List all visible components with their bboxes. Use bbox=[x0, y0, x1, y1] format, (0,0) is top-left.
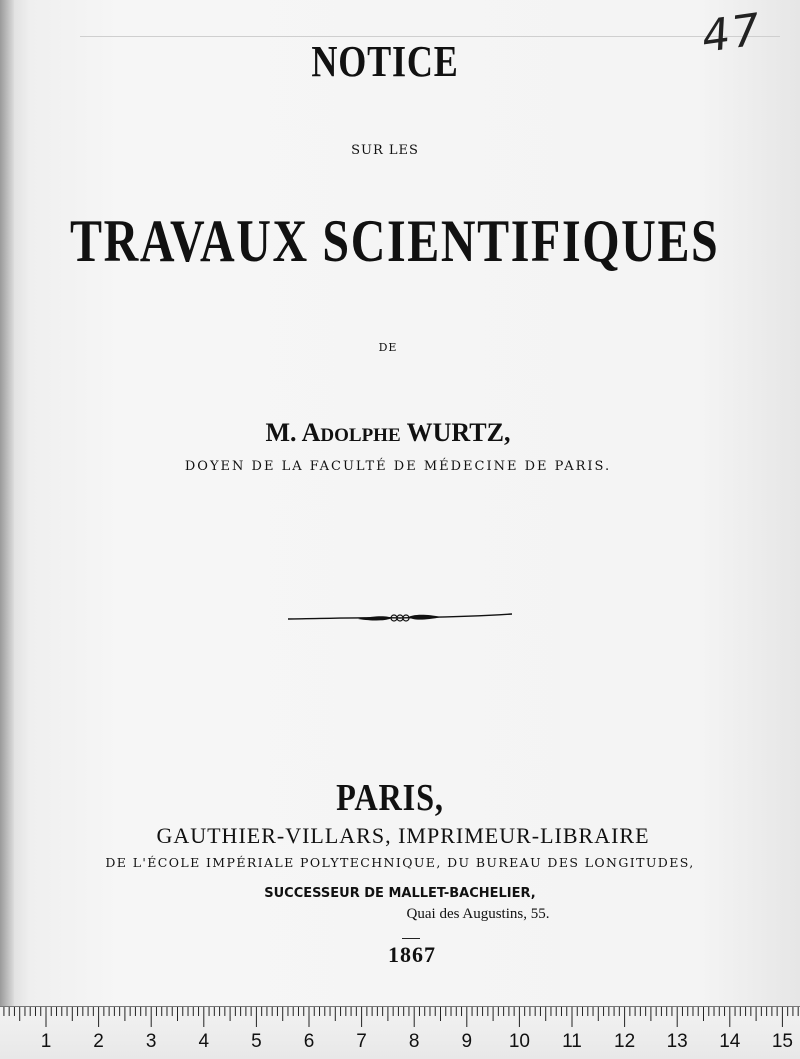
ruler-label: 9 bbox=[461, 1031, 473, 1052]
ruler-label: 5 bbox=[251, 1031, 262, 1052]
measurement-ruler bbox=[0, 1006, 800, 1059]
title-travaux-scientifiques: TRAVAUX SCIENTIFIQUES bbox=[70, 208, 720, 274]
ruler-label: 10 bbox=[508, 1031, 530, 1052]
imprint-institutions: DE L'ÉCOLE IMPÉRIALE POLYTECHNIQUE, DU BUREAU DES LONGITUDES, bbox=[105, 855, 695, 870]
author-name bbox=[0, 418, 788, 448]
ruler-label: 11 bbox=[562, 1031, 582, 1052]
show-through-text bbox=[335, 100, 348, 145]
title-sur-les: SUR LES bbox=[351, 143, 419, 158]
imprint-city: PARIS, bbox=[336, 777, 444, 819]
imprint-publisher: GAUTHIER-VILLARS, IMPRIMEUR-LIBRAIRE bbox=[156, 823, 650, 848]
author-prefix: M. A bbox=[265, 418, 321, 447]
byline-de: DE bbox=[378, 341, 398, 354]
author-title: DOYEN DE LA FACULTÉ DE MÉDECINE DE PARIS. bbox=[184, 459, 612, 474]
title-notice: NOTICE bbox=[311, 37, 459, 86]
year-rule bbox=[402, 938, 420, 939]
ruler-label: 4 bbox=[198, 1031, 210, 1052]
author-last-name: WURTZ, bbox=[400, 418, 511, 447]
ruler-label: 12 bbox=[614, 1031, 636, 1052]
publication-year: 1867 bbox=[388, 942, 436, 967]
ruler-label: 14 bbox=[719, 1031, 741, 1052]
ruler-label: 7 bbox=[356, 1031, 367, 1052]
ruler-label: 3 bbox=[145, 1031, 157, 1052]
ruler-label: 6 bbox=[303, 1031, 315, 1052]
ruler-label: 15 bbox=[771, 1031, 793, 1052]
ruler-label: 8 bbox=[408, 1031, 420, 1052]
handwritten-page-number: 47 bbox=[698, 4, 766, 63]
ruler-label: 2 bbox=[93, 1031, 104, 1052]
ruler-label: 1 bbox=[40, 1031, 52, 1052]
author-first-name-rest: DOLPHE bbox=[320, 425, 401, 446]
ornament-divider-icon bbox=[288, 608, 512, 628]
imprint-successor: SUCCESSEUR DE MALLET-BACHELIER, bbox=[264, 886, 536, 901]
imprint-address: Quai des Augustins, 55. bbox=[406, 906, 550, 922]
ruler-label: 13 bbox=[666, 1031, 688, 1052]
